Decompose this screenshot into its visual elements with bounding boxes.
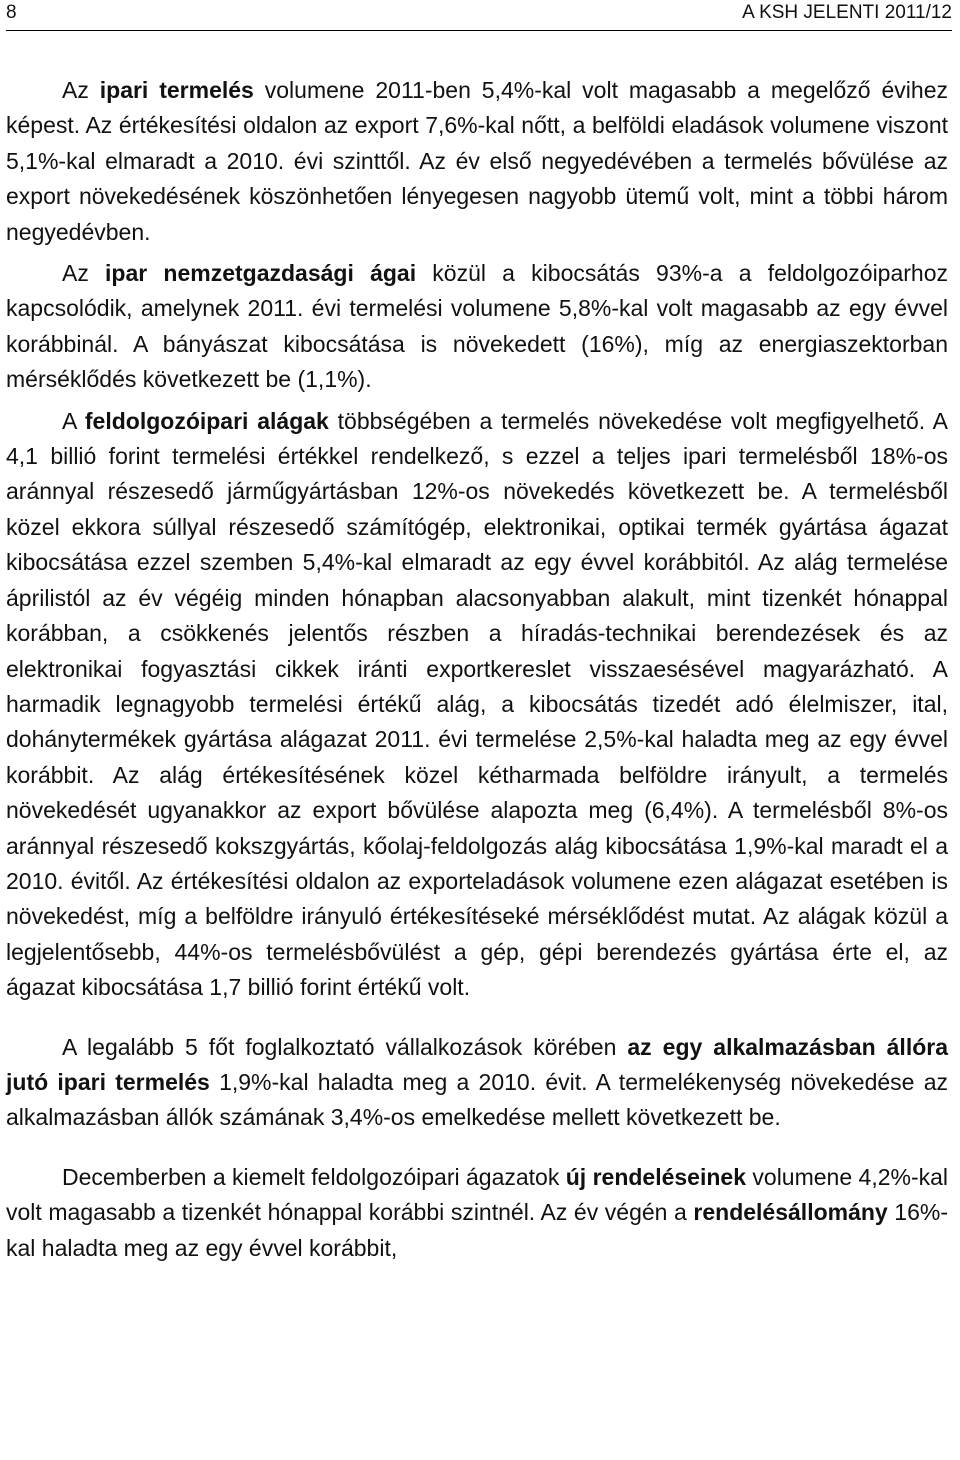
page-header — [6, 0, 952, 31]
key-term-egy-foglalkoztatottra-juto: az egy alkalmazásban állóra jutó ipari termelés — [6, 1033, 948, 1095]
text-run: volumene 2011-ben 5,4%-kal volt magasabb a megelőző évihez képest. Az értékesítési oldalon az export 7,6%-kal nőtt, a belföldi eladások volumene viszont 5,1%-kal elmaradt a 2010. évi szinttől. Az év első negyedévében a termelés bővülése az export növekedésének köszönhetően lényegesen nagyobb ütemű volt, mint a többi három negyedévben. — [6, 77, 948, 245]
paragraph-manufacturing-subsectors — [6, 404, 948, 1006]
key-term-nemzetgazdasagi-agai: ipar nemzetgazdasági ágai — [105, 260, 417, 287]
key-term-uj-rendelesek: új rendeléseinek — [565, 1163, 747, 1190]
paragraph-new-orders — [6, 1160, 948, 1266]
text-run: A — [62, 407, 85, 434]
text-run: Decemberben a kiemelt feldolgozóipari ágazatok — [62, 1163, 566, 1190]
text-run: volumene 4,2%-kal volt magasabb a tizenkét hónappal korábbi szintnél. Az év végén a — [6, 1163, 949, 1226]
paragraph-industry-branches — [6, 256, 948, 398]
text-run: közül a kibocsátás 93%-a a feldolgozóiparhoz kapcsolódik, amelynek 2011. évi termelési volumene 5,8%-kal volt magasabb az egy évvel korábbinál. A bányászat kibocsátása is növekedett (16%), míg az energiaszektorban mérséklődés következett be (1,1%). — [6, 260, 948, 393]
key-term-ipari-termeles: ipari termelés — [99, 77, 254, 103]
text-run: 16%-kal haladta meg az egy évvel korábbit, — [6, 1199, 948, 1261]
text-run: Az — [62, 77, 100, 103]
key-term-feldolgozoipari-alagak: feldolgozóipari alágak — [84, 407, 329, 434]
text-run: A legalább 5 főt foglalkoztató vállalkozások körében — [62, 1033, 628, 1060]
paragraph-industrial-production — [6, 73, 948, 250]
report-body — [6, 73, 948, 1266]
text-run: Az — [62, 260, 106, 287]
paragraph-productivity — [6, 1030, 948, 1136]
page-number: 8 — [6, 2, 17, 23]
key-term-rendelesallomany: rendelésállomány — [693, 1199, 888, 1226]
text-run: többségében a termelés növekedése volt megfigyelhető. A 4,1 billió forint termelési értékkel rendelkező, s ezzel a teljes ipari termelésből 18%-os aránnyal részesedő járműgyártásban 12%-os növekedés következett be. A termelésből közel ekkora súllyal részesedő számítógép, elektronikai, optikai termék gyártása ágazat kibocsátása ezzel szemben 5,4%-kal elmaradt az egy évvel korábbitól. Az alág termelése áprilistól az év végéig minden hónapban alacsonyabban alakult, mint tizenkét hónappal korábban, a csökkenés jelentős részben a híradás-technikai berendezések és az elektronikai fogyasztási cikkek iránti exportkereslet visszaesésével magyarázható. A harmadik legnagyobb termelési értékű alág, a kibocsátás tizedét adó élelmiszer, ital, dohánytermékek gyártása alágazat 2011. évi termelése 2,5%-kal haladta meg az egy évvel korábbit. Az alág értékesítésének közel kétharmada belföldre irányult, a termelés növekedését ugyanakkor az export bővülése alapozta meg (6,4%). A termelésből 8%-os aránnyal részesedő kokszgyártás, kőolaj-feldolgozás alág kibocsátása 1,9%-kal maradt el a 2010. évitől. Az értékesítési oldalon az exporteladások volumene ezen alágazat esetében is növekedést, míg a belföldre irányuló értékesítéseké mérséklődést mutat. Az alágak közül a legjelentősebb, 44%-os termelésbővülést a gép, gépi berendezés gyártása érte el, az ágazat kibocsátása 1,7 billió forint értékű volt. — [6, 407, 948, 1001]
text-run: 1,9%-kal haladta meg a 2010. évit. A termelékenység növekedése az alkalmazásban állók számának 3,4%-os emelkedése mellett következett be. — [6, 1068, 948, 1131]
publication-title: A KSH JELENTI 2011/12 — [742, 2, 952, 23]
